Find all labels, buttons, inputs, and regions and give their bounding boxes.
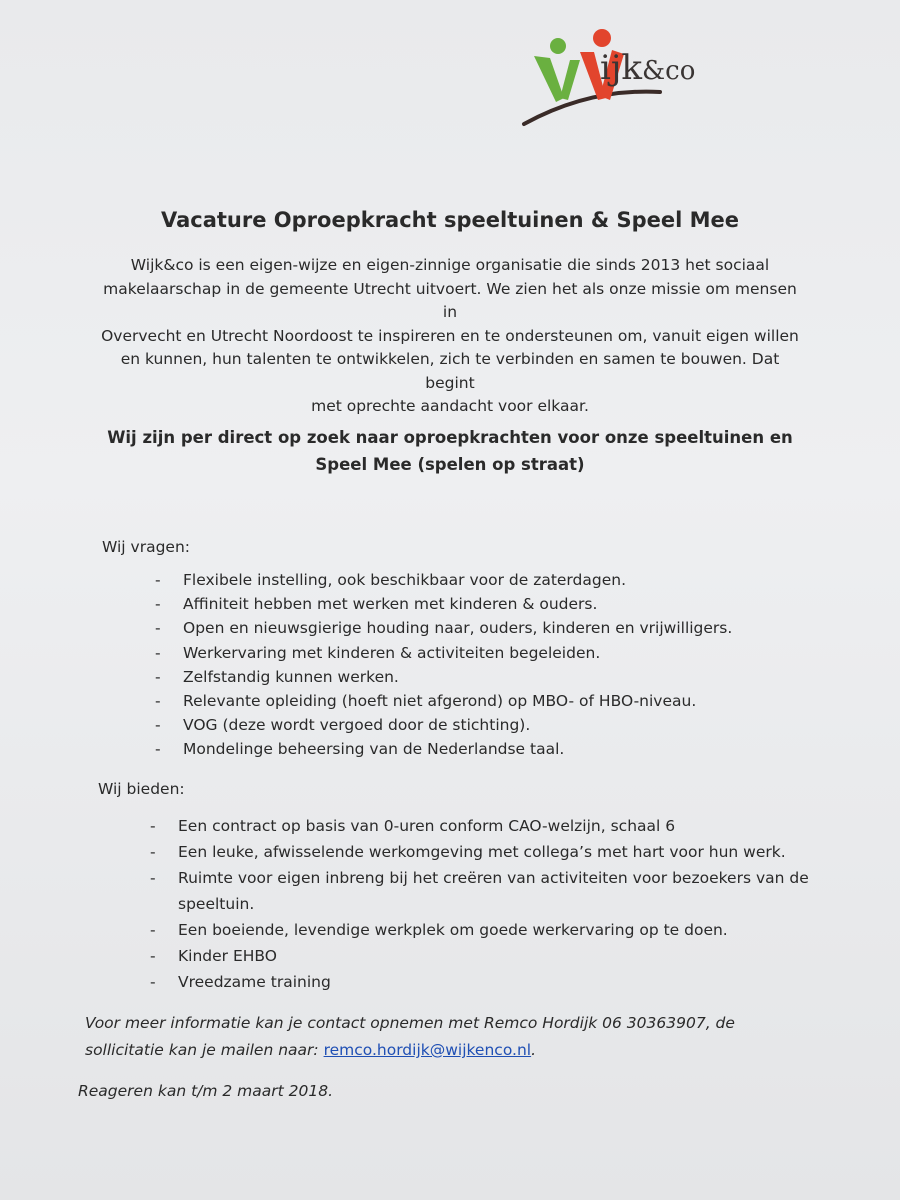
- list-item: - Vreedzame training: [150, 969, 810, 995]
- page-title: Vacature Oproepkracht speeltuinen & Speel Mee: [161, 208, 739, 232]
- intro-line: Overvecht en Utrecht Noordoost te inspireren en te ondersteunen om, vanuit eigen willen: [101, 326, 799, 345]
- subheading-line: Wij zijn per direct op zoek naar oproepkrachten voor onze speeltuinen en: [107, 428, 793, 447]
- deadline-text: Reageren kan t/m 2 maart 2018.: [78, 1082, 334, 1100]
- list-item: - Affiniteit hebben met werken met kinderen & ouders.: [155, 592, 795, 616]
- intro-line: Wijk&co is een eigen-wijze en eigen-zinnige organisatie die sinds 2013 het sociaal: [130, 256, 770, 274]
- intro-line: met oprechte aandacht voor elkaar.: [311, 397, 589, 415]
- email-link[interactable]: remco.hordijk@wijkenco.nl: [323, 1041, 532, 1059]
- list-item: - Werkervaring met kinderen & activiteiten begeleiden.: [155, 641, 795, 665]
- list-item: - Ruimte voor eigen inbreng bij het creëren van activiteiten voor bezoekers van de speeltuin.: [150, 865, 810, 917]
- intro-line: en kunnen, hun talenten te ontwikkelen, zich te verbinden en samen te bouwen. Dat begint: [120, 350, 780, 392]
- bieden-label: Wij bieden:: [98, 780, 185, 798]
- subheading-line: Speel Mee (spelen op straat): [315, 455, 585, 474]
- bieden-list: [150, 813, 810, 995]
- vragen-label: Wij vragen:: [102, 538, 190, 556]
- list-item: - Een leuke, afwisselende werkomgeving met collega’s met hart voor hun werk.: [150, 839, 810, 865]
- contact-line: sollicitatie kan je mailen naar: remco.hordijk@wijkenco.nl.: [85, 1041, 537, 1059]
- subheading: [100, 424, 800, 478]
- list-item: - Relevante opleiding (hoeft niet afgerond) op MBO- of HBO-niveau.: [155, 689, 795, 713]
- contact-paragraph: [85, 1010, 785, 1064]
- list-item: - VOG (deze wordt vergoed door de stichting).: [155, 713, 795, 737]
- list-item: - Kinder EHBO: [150, 943, 810, 969]
- intro-line: makelaarschap in de gemeente Utrecht uitvoert. We zien het als onze missie om mensen in: [103, 279, 797, 321]
- logo-wordmark: ijk&co: [600, 48, 696, 88]
- list-item: - Zelfstandig kunnen werken.: [155, 665, 795, 689]
- list-item: - Een boeiende, levendige werkplek om goede werkervaring op te doen.: [150, 917, 810, 943]
- intro-paragraph: [100, 254, 800, 419]
- list-item: - Flexibele instelling, ook beschikbaar voor de zaterdagen.: [155, 568, 795, 592]
- vragen-list: [155, 568, 795, 762]
- list-item: - Een contract op basis van 0-uren conform CAO-welzijn, schaal 6: [150, 813, 810, 839]
- list-item: - Mondelinge beheersing van de Nederlandse taal.: [155, 737, 795, 761]
- contact-line: Voor meer informatie kan je contact opnemen met Remco Hordijk 06 30363907, de: [85, 1014, 735, 1032]
- list-item: - Open en nieuwsgierige houding naar, ouders, kinderen en vrijwilligers.: [155, 616, 795, 640]
